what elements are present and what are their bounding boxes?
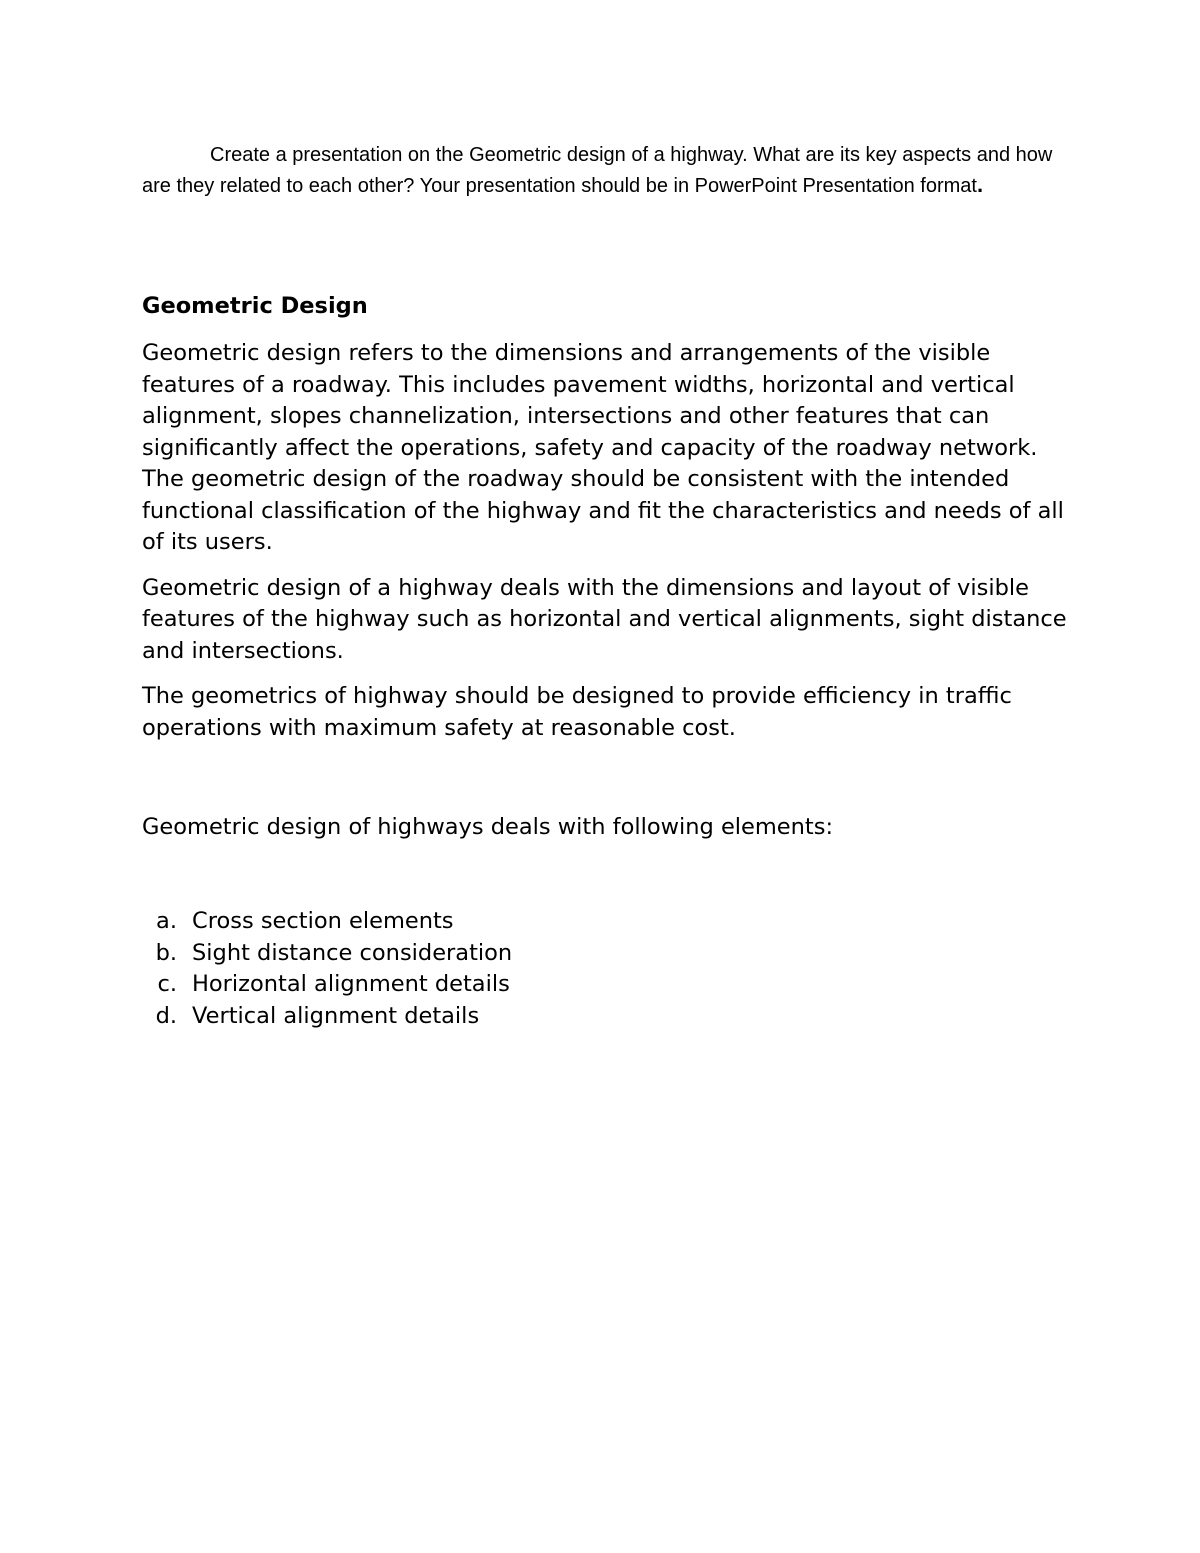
list-marker: d. [155, 1002, 177, 1029]
section-heading: Geometric Design [142, 293, 368, 319]
assignment-prompt [142, 140, 1062, 201]
list-marker: b. [155, 939, 177, 966]
document-body [142, 290, 1067, 1029]
list-item [142, 1001, 512, 1033]
list-item-text: Sight distance consideration [192, 939, 513, 966]
assignment-prompt-period: . [976, 172, 984, 197]
list-item-text: Horizontal alignment details [192, 971, 510, 997]
list-marker: a. [156, 908, 177, 934]
list-item-text: Vertical alignment details [192, 1002, 480, 1029]
paragraph-definition: Geometric design refers to the dimensions and arrangements of the visible features of a roadway. This includes pavement widths, horizontal and vertical alignment, slopes channelization, intersections and other features that can significantly affect the operations, safety and capacity of the roadway network. The geometric design of the roadway should be consistent with the intended functional classification of the highway and fit the characteristics and needs of all of its users. [142, 340, 1064, 555]
assignment-prompt-text: Create a presentation on the Geometric design of a highway. What are its key aspects and how are they related to each other? Your presentation should be in PowerPoint Presentation format [142, 144, 1053, 197]
paragraph-goal: The geometrics of highway should be designed to provide efficiency in traffic operations with maximum safety at reasonable cost. [142, 683, 1012, 741]
elements-list [142, 906, 512, 1032]
paragraph-scope: Geometric design of a highway deals with the dimensions and layout of visible features of the highway such as horizontal and vertical alignments, sight distance and intersections. [142, 574, 1067, 664]
elements-lead: Geometric design of highways deals with following elements: [142, 814, 834, 840]
list-marker: c. [157, 971, 177, 997]
list-item [142, 938, 512, 970]
list-item [142, 969, 512, 1001]
list-item-text: Cross section elements [192, 908, 454, 934]
list-item [142, 906, 512, 938]
